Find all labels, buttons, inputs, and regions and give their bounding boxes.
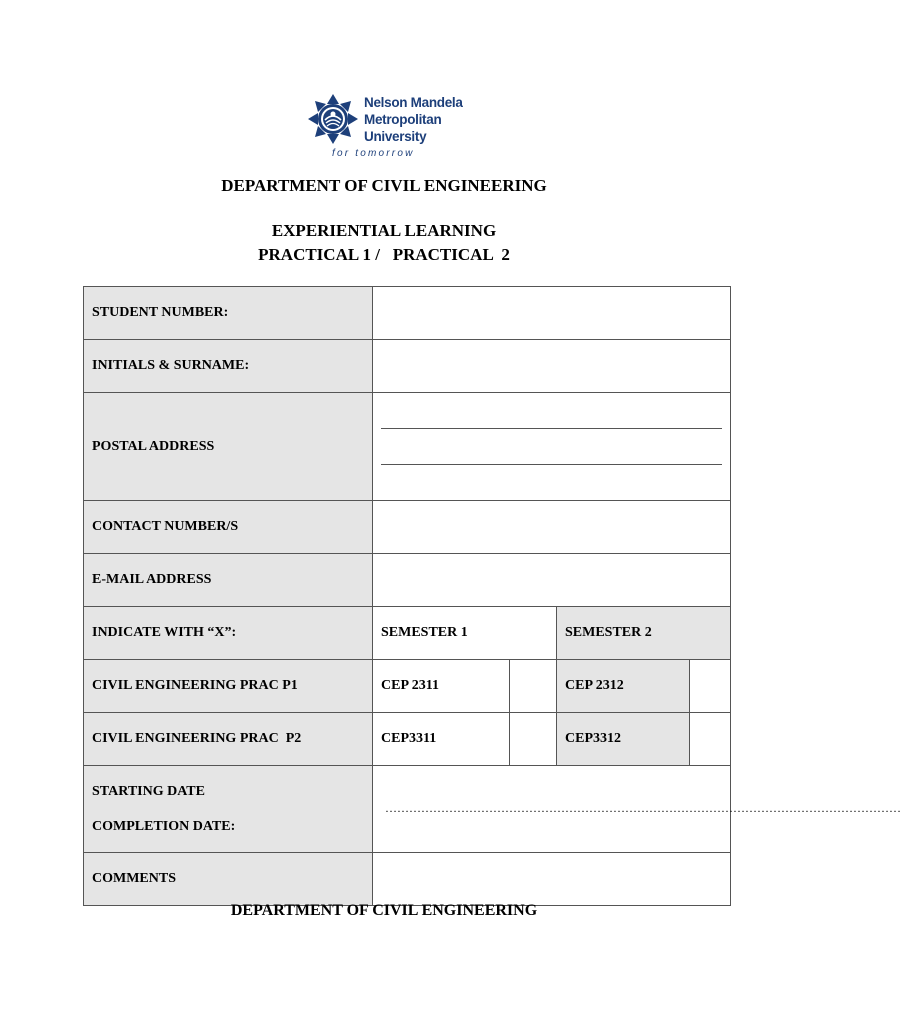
starting-date-label: STARTING DATE [92, 784, 205, 799]
p2-semester-2-mark-box[interactable] [690, 713, 731, 766]
form-row-indicate-semester [84, 607, 731, 660]
contact-numbers-label: CONTACT NUMBER/S [84, 501, 373, 554]
postal-address-line-1[interactable] [381, 393, 722, 429]
department-heading: DEPARTMENT OF CIVIL ENGINEERING [221, 176, 547, 195]
prac-p2-label: CIVIL ENGINEERING PRAC P2 [84, 713, 373, 766]
university-name-line-1: Nelson Mandela [364, 95, 463, 110]
form-row-email [84, 554, 731, 607]
form-row-comments [84, 853, 731, 906]
semester-2-header: SEMESTER 2 [557, 607, 731, 660]
p2-semester-1-code: CEP3311 [373, 713, 510, 766]
form-row-contact-numbers [84, 501, 731, 554]
initials-surname-field[interactable] [373, 340, 731, 393]
email-label: E-MAIL ADDRESS [84, 554, 373, 607]
p1-semester-1-mark-box[interactable] [510, 660, 557, 713]
student-number-field[interactable] [373, 287, 731, 340]
university-logo [306, 92, 466, 162]
university-name-line-3: University [364, 129, 427, 144]
dates-label-cell [84, 766, 373, 853]
student-number-label: STUDENT NUMBER: [84, 287, 373, 340]
semester-1-header: SEMESTER 1 [373, 607, 557, 660]
form-row-postal-address [84, 393, 731, 501]
email-field[interactable] [373, 554, 731, 607]
date-dotted-line: ………………………………………………………………………………………………………………… [385, 801, 901, 815]
university-tagline: for tomorrow [332, 148, 415, 159]
student-registration-form [83, 286, 901, 906]
completion-date-label: COMPLETION DATE: [92, 819, 236, 834]
university-emblem-icon [306, 92, 360, 146]
form-row-prac-p2 [84, 713, 731, 766]
postal-address-field [373, 393, 731, 501]
p1-semester-2-code: CEP 2312 [557, 660, 690, 713]
indicate-label: INDICATE WITH “X”: [84, 607, 373, 660]
p1-semester-1-code: CEP 2311 [373, 660, 510, 713]
university-name [364, 94, 463, 145]
university-name-line-2: Metropolitan [364, 112, 442, 127]
comments-label: COMMENTS [84, 853, 373, 906]
p1-semester-2-mark-box[interactable] [690, 660, 731, 713]
form-row-student-number [84, 287, 731, 340]
p2-semester-1-mark-box[interactable] [510, 713, 557, 766]
initials-surname-label: INITIALS & SURNAME: [84, 340, 373, 393]
postal-address-line-3[interactable] [381, 465, 722, 500]
form-row-initials-surname [84, 340, 731, 393]
form-row-prac-p1 [84, 660, 731, 713]
dates-field[interactable] [373, 766, 901, 853]
document-title: EXPERIENTIAL LEARNING [271, 221, 497, 240]
postal-address-line-2[interactable] [381, 429, 722, 465]
contact-numbers-field[interactable] [373, 501, 731, 554]
document-subtitle: PRACTICAL 1 / PRACTICAL 2 [258, 245, 510, 264]
p2-semester-2-code: CEP3312 [557, 713, 690, 766]
prac-p1-label: CIVIL ENGINEERING PRAC P1 [84, 660, 373, 713]
comments-field[interactable] [373, 853, 731, 906]
footer-department-heading: DEPARTMENT OF CIVIL ENGINEERING [230, 902, 538, 919]
postal-address-label: POSTAL ADDRESS [84, 393, 373, 501]
form-row-dates [84, 766, 731, 853]
